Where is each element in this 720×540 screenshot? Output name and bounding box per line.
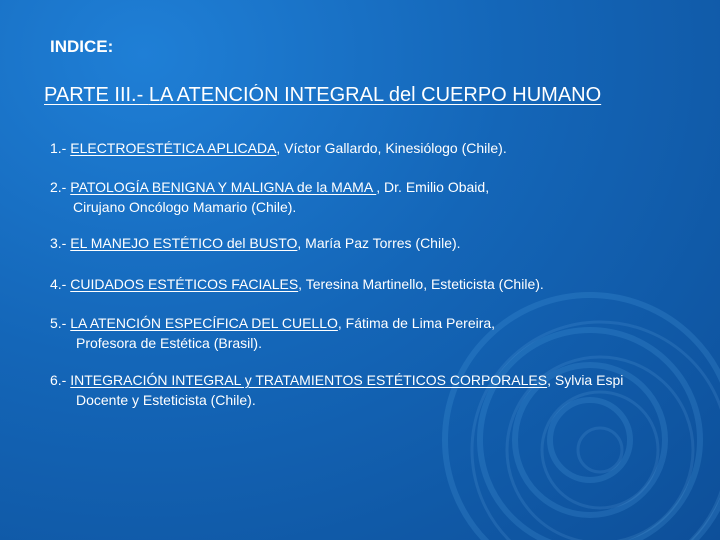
item-title-link[interactable]: LA ATENCIÓN ESPECÍFICA DEL CUELLO [70,315,338,331]
item-title-link[interactable]: PATOLOGÍA BENIGNA Y MALIGNA de la MAMA [70,179,377,195]
index-item-5 [50,313,720,353]
item-title-link[interactable]: INTEGRACIÓN INTEGRAL y TRATAMIENTOS ESTÉTICOS CORPORALES [70,372,548,388]
item-number: 4.- [50,276,71,292]
item-author-continuation: Profesora de Estética (Brasil). [76,335,262,351]
item-number: 5.- [50,315,71,331]
part-topic: LA ATENCIÓN INTEGRAL del CUERPO HUMANO [148,84,602,106]
item-author-continuation: Docente y Esteticista (Chile). [76,392,256,408]
item-title-link[interactable]: ELECTROESTÉTICA APLICADA [70,140,277,156]
item-number: 1.- [50,140,71,156]
item-number: 3.- [50,235,71,251]
item-author: , Dr. Emilio Obaid, [376,179,490,195]
item-author: , Fátima de Lima Pereira, [337,315,496,331]
part-prefix: PARTE III.- [44,84,149,106]
index-item-2 [50,177,720,217]
part-heading [44,84,720,107]
index-item-4 [50,274,720,294]
item-author: , Sylvia Espi [547,372,624,388]
index-item-3 [50,233,720,253]
item-author: , Víctor Gallardo, Kinesiólogo (Chile). [276,140,507,156]
index-title: INDICE: [50,37,114,56]
index-item-6 [50,370,720,410]
item-author: , Teresina Martinello, Esteticista (Chile). [298,276,544,292]
item-number: 2.- [50,179,71,195]
item-author-continuation: Cirujano Oncólogo Mamario (Chile). [73,199,297,215]
item-number: 6.- [50,372,71,388]
item-title-link[interactable]: CUIDADOS ESTÉTICOS FACIALES [70,276,299,292]
index-item-1 [50,138,720,158]
item-title-link[interactable]: EL MANEJO ESTÉTICO del BUSTO [70,235,298,251]
item-author: , María Paz Torres (Chile). [297,235,461,251]
